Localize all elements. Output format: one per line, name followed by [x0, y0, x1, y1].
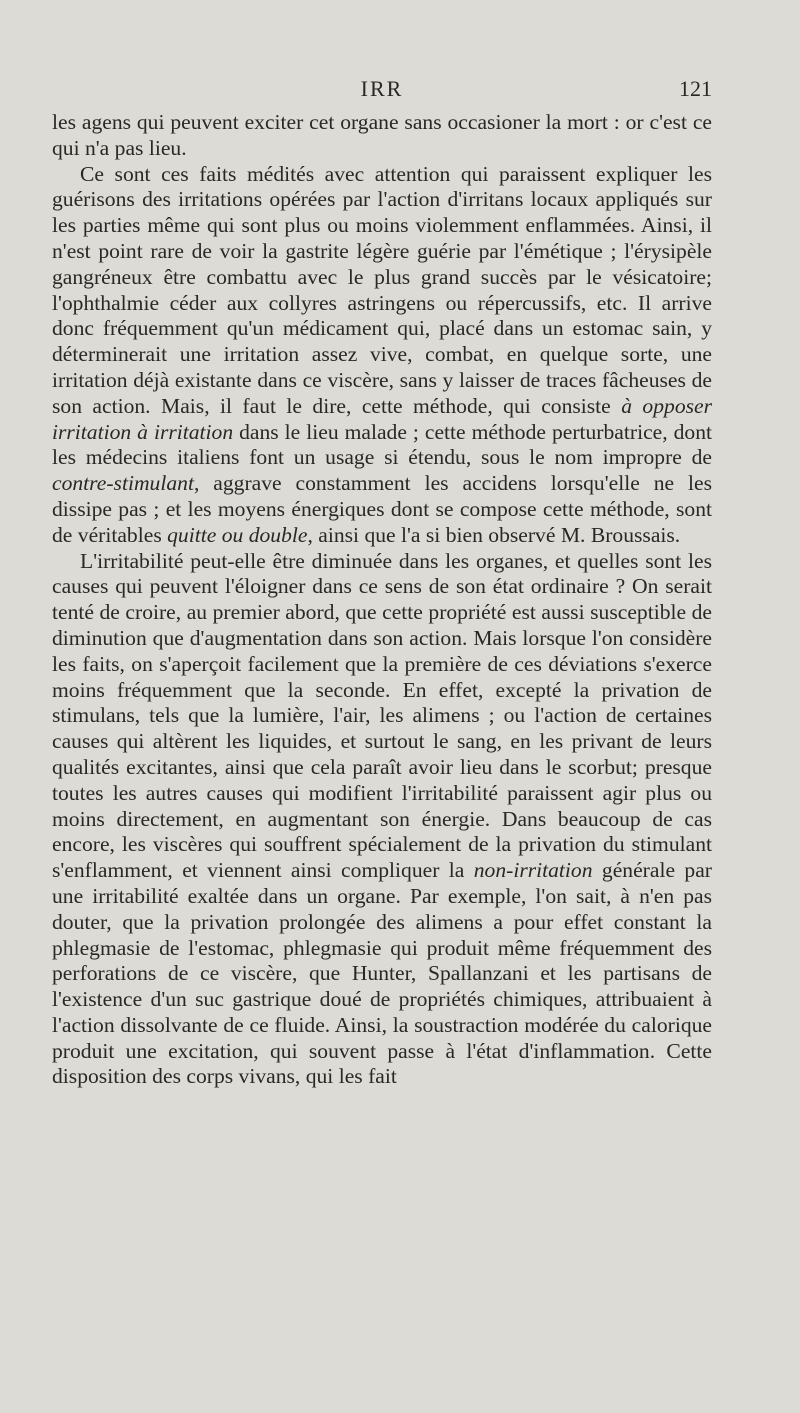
- text-run: dans le lieu malade ; cette méthode perturbatrice, dont les médecins italiens font un usage si étendu, sous le nom impropre de: [52, 419, 713, 470]
- text-run: générale par une irritabilité exaltée dans un organe. Par exemple, l'on sait, à n'en pas douter, que la privation prolongée des alimens a pour effet constant la phlegmasie de l'estomac, phlegmasie qui produit même fréquemment des perforations de ce viscère, que Hunter, Spallanzani et les partisans de l'existence d'un suc gastrique doué de propriétés chimiques, attribuaient à l'action dissolvante de ce fluide. Ainsi, la soustraction modérée du calorique produit une excitation, qui souvent passe à l'état d'inflammation. Cette disposition des corps vivans, qui les fait: [52, 858, 712, 1089]
- text-run: les agens qui peuvent exciter cet organe sans occasioner la mort : or c'est ce qui n'a pas lieu.: [52, 110, 712, 160]
- text-run: , aggrave constamment les accidens lorsqu'elle ne les dissipe pas ; et les moyens énergiques dont se compose cette méthode, sont de véritables: [52, 471, 712, 547]
- page-header: [52, 76, 712, 106]
- paragraph-2: [52, 162, 712, 549]
- running-head: IRR: [360, 76, 404, 101]
- text-run: L'irritabilité peut-elle être diminuée dans les organes, et quelles sont les causes qui peuvent l'éloigner dans ce sens de son état ordinaire ? On serait tenté de croire, au premier abord, que cette propriété est aussi susceptible de diminution que d'augmentation dans son action. Mais lorsque l'on considère les faits, on s'aperçoit facilement que la première de ces déviations s'exerce moins fréquemment que la seconde. En effet, excepté la privation de stimulans, tels que la lumière, l'air, les alimens ; ou l'action de certaines causes qui altèrent les liquides, et surtout le sang, en les privant de leurs qualités excitantes, ainsi que cela paraît avoir lieu dans le scorbut; presque toutes les autres causes qui modifient l'irritabilité paraissent agir plus ou moins directement, en augmentant son énergie. Dans beaucoup de cas encore, les viscères qui souffrent spécialement de la privation du stimulant s'enflamment, et viennent ainsi compliquer la: [52, 548, 712, 883]
- paragraph-1: [52, 110, 712, 162]
- italic-run: contre-stimulant: [52, 471, 194, 496]
- paragraph-3: [52, 549, 712, 1091]
- italic-run: à opposer irritation à irritation: [52, 393, 713, 444]
- text-run: Ce sont ces faits médités avec attention qui paraissent expliquer les guérisons des irritations opérées par l'action d'irritans locaux appliqués sur les parties même qui sont plus ou moins violemment enflammées. Ainsi, il n'est point rare de voir la gastrite légère guérie par l'émétique ; l'érysipèle gangréneux être combattu avec le plus grand succès par le vésicatoire; l'ophthalmie céder aux collyres astringens ou répercussifs, etc. Il arrive donc fréquemment qu'un médicament qui, placé dans un estomac sain, y déterminerait une irritation assez vive, combat, en quelque sorte, une irritation déjà existante dans ce viscère, sans y laisser de traces fâcheuses de son action. Mais, il faut le dire, cette méthode, qui consiste: [52, 161, 712, 418]
- italic-run: non-irritation: [473, 858, 593, 883]
- page-number: 121: [679, 76, 712, 101]
- text-run: , ainsi que l'a si bien observé M. Broussais.: [307, 522, 681, 547]
- body-text: [52, 110, 712, 1090]
- italic-run: quitte ou double: [167, 522, 308, 547]
